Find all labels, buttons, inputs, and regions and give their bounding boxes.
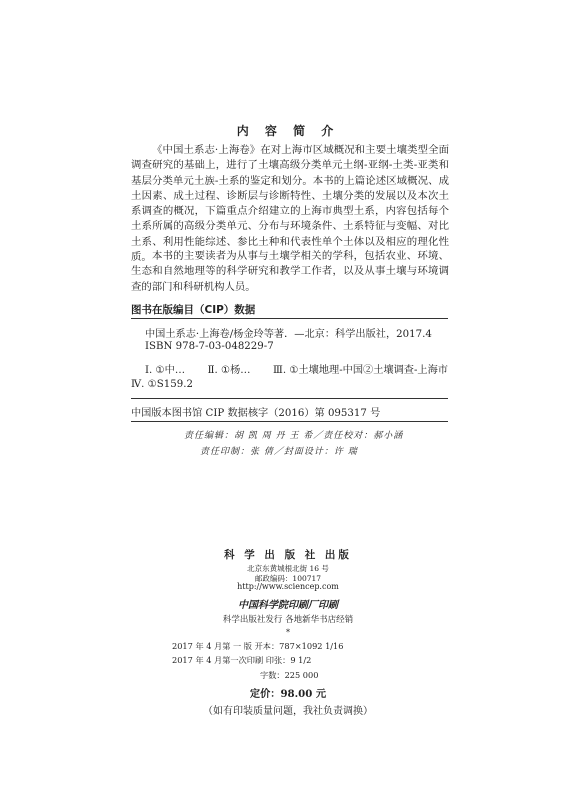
cip-class-1: Ⅰ. ①中… <box>145 365 186 376</box>
publisher-postcode: 邮政编码：100717 <box>254 574 322 583</box>
editors-line-1: 责任编辑：胡 凯 周 丹 王 希／责任校对：郝小涵 <box>184 431 404 441</box>
separator-mark: * <box>286 628 290 637</box>
cip-classification <box>145 361 448 376</box>
intro-paragraph-1-text: 《中国土系志·上海卷》在对上海市区域概况和主要土壤类型全面调查研究的基础上，进行了土壤高级分类单元土纲-亚纲-土类-亚类和基层分类单元土族-土系的鉴定和划分。本书的上篇论述区域概况、成土因素、成土过程、诊断层与诊断特性、土壤分类的发展以及本次土系调查的概况，下篇重点介绍建立的上海市典型土系，内容包括每个土系所属的高级分类单元、分布与环境条件、土系特征与变幅、对比土系、利用性能综述、参比土种和代表性单个土体以及相应的理化性质。 <box>131 144 449 264</box>
quality-notice: （如有印装质量问题，我社负责调换） <box>203 706 373 717</box>
edition-info: 2017 年 4 月第 一 版 开本：787×1092 1/16 <box>172 641 344 651</box>
cip-divider-bottom <box>131 421 448 422</box>
intro-paragraph-2 <box>131 249 449 295</box>
distribution-info: 科学出版社发行 各地新华书店经销 <box>222 615 354 625</box>
printer-name: 中国科学院印刷厂印刷 <box>238 600 338 611</box>
cip-divider-top <box>131 318 448 319</box>
cip-class-2: Ⅱ. ①杨… <box>207 365 251 376</box>
publisher-url: http://www.sciencep.com <box>237 582 339 591</box>
cip-heading: 图书在版编目（CIP）数据 <box>131 304 256 316</box>
price: 定价：98.00 元 <box>249 688 327 700</box>
word-count: 字数：225 000 <box>260 670 319 680</box>
intro-paragraph-1 <box>131 143 449 265</box>
editors-line-2: 责任印制：张 倩／封面设计：许 瑞 <box>200 447 358 457</box>
cip-class-3: Ⅲ. ①土壤地理-中国②土壤调查-上海市 <box>273 365 448 376</box>
intro-paragraph-2-text: 本书的主要读者为从事与土壤学相关的学科，包括农业、环境、生态和自然地理等的科学研究和教学工作者，以及从事土壤与环境调查的部门和科研机构人员。 <box>131 250 449 293</box>
cip-isbn: ISBN 978-7-03-048229-7 <box>145 341 274 352</box>
printing-info: 2017 年 4 月第一次印刷 印张：9 1/2 <box>172 655 312 665</box>
publisher-name: 科 学 出 版 社 出版 <box>224 549 352 561</box>
intro-title: 内 容 简 介 <box>236 124 340 138</box>
cip-record-number: 中国版本图书馆 CIP 数据核字（2016）第 095317 号 <box>131 408 381 419</box>
cip-class-line-2: Ⅳ. ①S159.2 <box>131 379 193 390</box>
publisher-address: 北京东黄城根北街 16 号 <box>247 564 329 573</box>
cip-title-line: 中国土系志·上海卷/杨金玲等著．—北京：科学出版社，2017.4 <box>145 329 432 340</box>
cip-divider-middle <box>131 398 448 399</box>
